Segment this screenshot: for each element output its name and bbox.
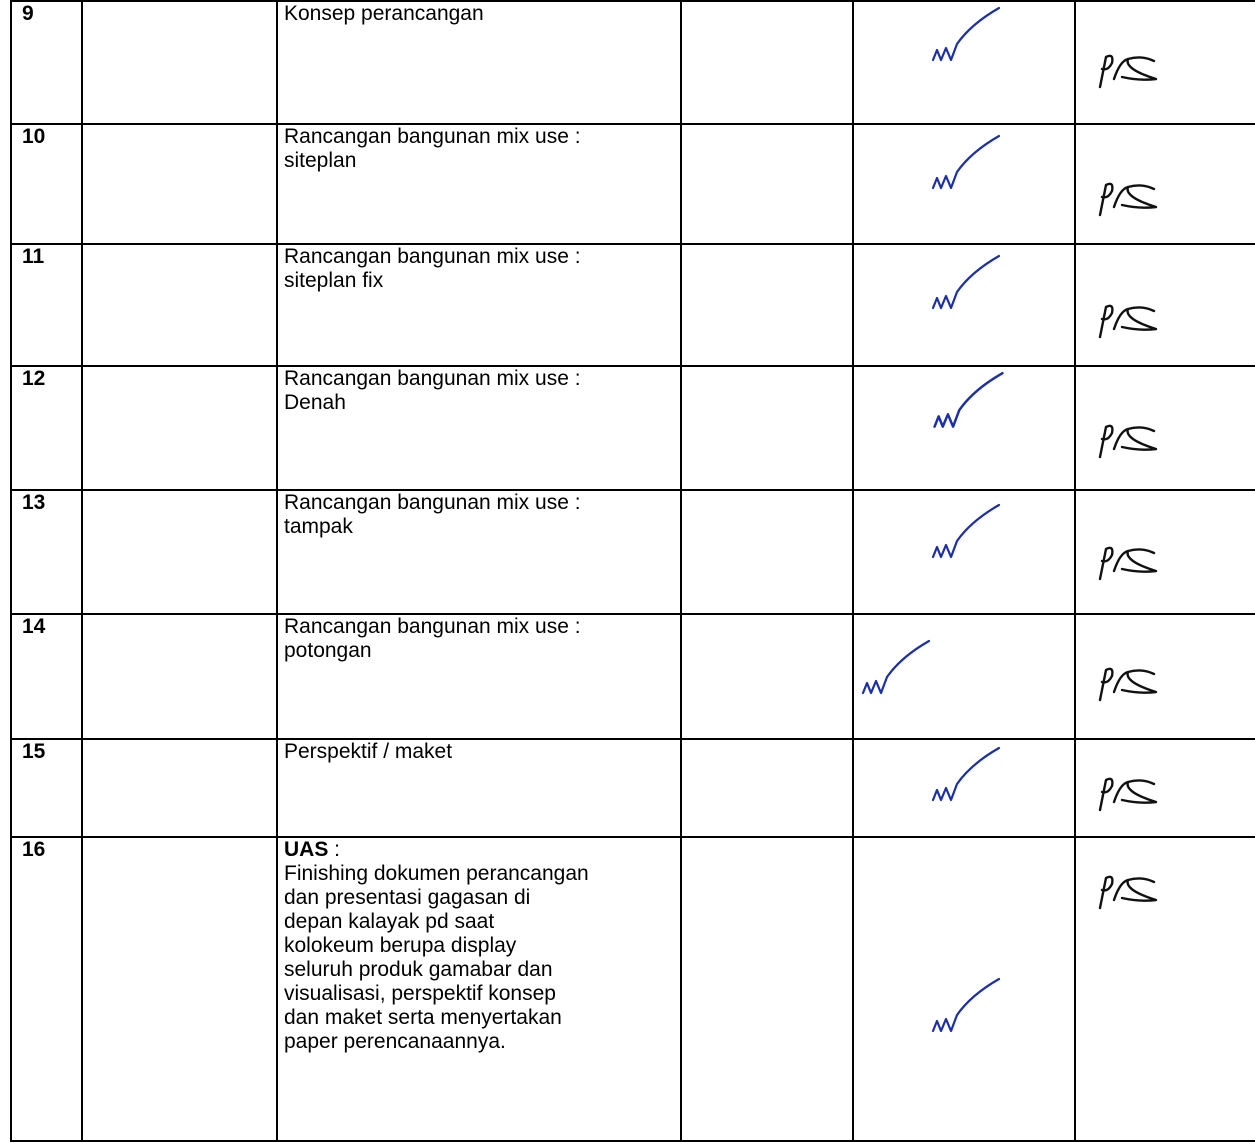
method-cell xyxy=(681,837,853,1141)
uas-label: UAS xyxy=(284,838,329,861)
signature-pk-icon xyxy=(1094,539,1164,584)
topic-cell xyxy=(277,1,681,124)
date-cell xyxy=(82,124,277,244)
signature-pk-icon xyxy=(1094,47,1164,92)
method-cell xyxy=(681,244,853,366)
table-row xyxy=(11,739,1255,837)
date-cell xyxy=(82,739,277,837)
date-cell xyxy=(82,244,277,366)
date-cell xyxy=(82,614,277,739)
meeting-number: 14 xyxy=(22,615,46,638)
meeting-number: 9 xyxy=(22,2,34,25)
meeting-number: 10 xyxy=(22,125,46,148)
signature-pk-icon xyxy=(1094,175,1164,220)
meeting-number-cell xyxy=(11,124,82,244)
uas-separator: : xyxy=(328,838,341,861)
topic-text: Rancangan bangunan mix use : tampak xyxy=(284,491,581,538)
topic-text: Rancangan bangunan mix use : siteplan fix xyxy=(284,245,581,292)
topic-cell xyxy=(277,124,681,244)
topic-cell xyxy=(277,490,681,614)
signature-cell-1 xyxy=(853,244,1075,366)
topic-cell xyxy=(277,837,681,1141)
signature-wm-icon xyxy=(929,499,1004,569)
meeting-number: 12 xyxy=(22,367,46,390)
signature-cell-1 xyxy=(853,837,1075,1141)
method-cell xyxy=(681,490,853,614)
method-cell xyxy=(681,614,853,739)
signature-cell-1 xyxy=(853,366,1075,490)
topic-text: Rancangan bangunan mix use : Denah xyxy=(284,367,581,414)
topic-text: Perspektif / maket xyxy=(284,740,453,763)
signature-pk-icon xyxy=(1094,868,1164,913)
signature-cell-2 xyxy=(1075,837,1255,1141)
topic-cell xyxy=(277,739,681,837)
meeting-number: 16 xyxy=(22,838,46,861)
signature-pk-icon xyxy=(1094,770,1164,815)
signature-cell-2 xyxy=(1075,124,1255,244)
topic-cell xyxy=(277,614,681,739)
signature-cell-2 xyxy=(1075,490,1255,614)
signature-cell-2 xyxy=(1075,366,1255,490)
meeting-number: 11 xyxy=(22,245,45,268)
table-row xyxy=(11,244,1255,366)
signature-cell-1 xyxy=(853,124,1075,244)
meeting-number-cell xyxy=(11,1,82,124)
topic-text: Rancangan bangunan mix use : siteplan xyxy=(284,125,581,172)
meeting-number-cell xyxy=(11,614,82,739)
date-cell xyxy=(82,366,277,490)
method-cell xyxy=(681,124,853,244)
date-cell xyxy=(82,490,277,614)
signature-cell-1 xyxy=(853,1,1075,124)
table-row xyxy=(11,1,1255,124)
signature-cell-2 xyxy=(1075,244,1255,366)
table-row xyxy=(11,614,1255,739)
topic-heading xyxy=(278,838,680,862)
topic-cell xyxy=(277,244,681,366)
signature-cell-1 xyxy=(853,739,1075,837)
signature-cell-1 xyxy=(853,490,1075,614)
signature-wm-icon xyxy=(859,635,934,705)
signature-cell-2 xyxy=(1075,739,1255,837)
table-row xyxy=(11,837,1255,1141)
topic-text: Konsep perancangan xyxy=(284,2,484,25)
method-cell xyxy=(681,366,853,490)
date-cell xyxy=(82,837,277,1141)
table-row xyxy=(11,490,1255,614)
signature-wm-icon xyxy=(929,2,1004,72)
signature-wm-icon xyxy=(929,250,1004,320)
method-cell xyxy=(681,739,853,837)
topic-text: Rancangan bangunan mix use : potongan xyxy=(284,615,581,662)
signature-cell-1 xyxy=(853,614,1075,739)
date-cell xyxy=(82,1,277,124)
signature-pk-icon xyxy=(1094,297,1164,342)
signature-cell-2 xyxy=(1075,1,1255,124)
signature-wm-icon xyxy=(929,367,1009,439)
method-cell xyxy=(681,1,853,124)
meeting-number-cell xyxy=(11,366,82,490)
meeting-number-cell xyxy=(11,244,82,366)
meeting-number-cell xyxy=(11,837,82,1141)
signature-pk-icon xyxy=(1094,417,1164,462)
table-row xyxy=(11,366,1255,490)
topic-text: Finishing dokumen perancangan dan presentasi gagasan di depan kalayak pd saat kolokeum berupa display seluruh produk gamabar dan visualisasi, perspektif konsep dan maket serta menyertakan paper perencanaannya. xyxy=(284,862,589,1053)
signature-cell-2 xyxy=(1075,614,1255,739)
meeting-number-cell xyxy=(11,490,82,614)
signature-pk-icon xyxy=(1094,660,1164,705)
schedule-table xyxy=(10,0,1255,1142)
meeting-number: 15 xyxy=(22,740,46,763)
signature-wm-icon xyxy=(929,130,1004,200)
meeting-number-cell xyxy=(11,739,82,837)
topic-cell xyxy=(277,366,681,490)
signature-wm-icon xyxy=(929,973,1004,1043)
table-row xyxy=(11,124,1255,244)
meeting-number: 13 xyxy=(22,491,46,514)
signature-wm-icon xyxy=(929,742,1004,812)
